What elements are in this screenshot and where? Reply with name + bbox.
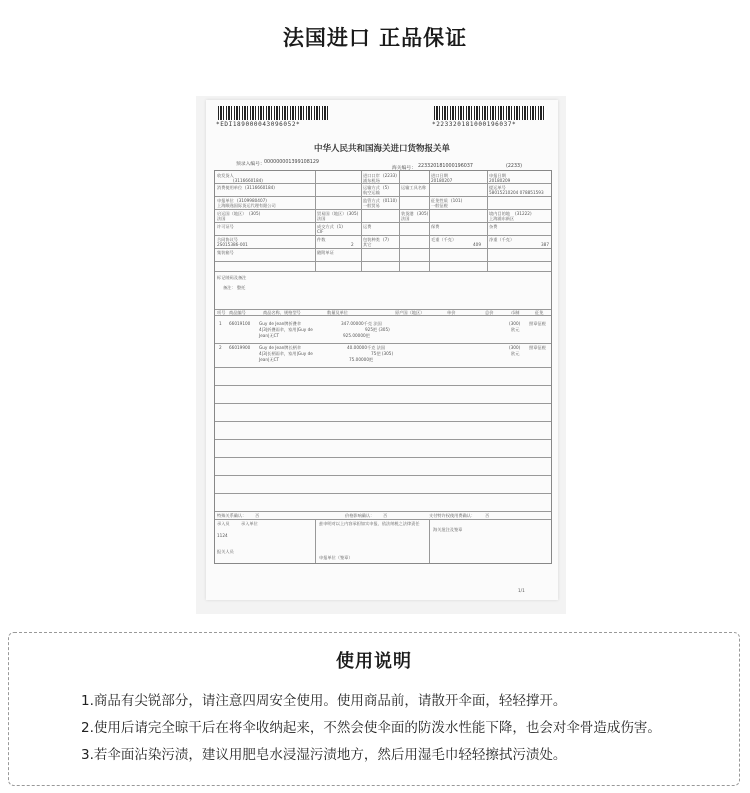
form-field-text: 海关批注及签章 xyxy=(433,527,463,532)
form-field-text: 66019100 xyxy=(229,321,251,326)
form-field-text: 支付特许权使用费确认： xyxy=(429,513,476,518)
form-field-text: 进口日期 xyxy=(431,173,448,178)
form-field-text: 商品名称、规格型号 xyxy=(263,310,301,315)
form-field-text: 价格影响确认： xyxy=(345,513,375,518)
form-field-text: 数量及单位 xyxy=(327,310,348,315)
customs-number-label: 海关编号： xyxy=(392,166,416,171)
form-field-text: 航空运输 xyxy=(363,190,380,195)
form-field-text: 装货港 xyxy=(401,211,414,216)
barcode-left xyxy=(218,106,330,120)
instruction-item: 3.若伞面沾染污渍，建议用肥皂水浸湿污渍地方，然后用湿毛巾轻轻擦拭污渍处。 xyxy=(81,747,567,763)
form-field-text: 20180207 xyxy=(431,178,453,183)
form-field-text: 75把 (305) xyxy=(371,351,394,356)
form-field-text: 净重（千克） xyxy=(489,237,515,242)
form-field-text: 录入单位 xyxy=(241,521,258,526)
form-field-text: (101) xyxy=(451,198,463,203)
form-field-text: 兹申明对以上内容承担如实申报、依法纳税之法律责任 xyxy=(319,521,420,526)
barcode-right xyxy=(434,106,546,120)
form-field-text: 2 xyxy=(219,345,222,350)
form-field-text: 法国 xyxy=(401,216,410,221)
barcode-right-text: *223320181000196037* xyxy=(432,121,517,128)
form-field-text: 许可证号 xyxy=(217,224,234,229)
customs-code: (2233) xyxy=(506,164,522,169)
form-field-text: 毛重（千克） xyxy=(431,237,457,242)
declaration-title: 中华人民共和国海关进口货物报关单 xyxy=(313,144,450,154)
form-field-text: 4|3|长柄雨伞，家用|Guy de xyxy=(259,351,313,356)
form-field-text: 387 xyxy=(541,242,549,247)
form-field-text: (2233) xyxy=(383,173,397,178)
form-field-text: 409 xyxy=(473,242,481,247)
form-field-text: 项号 xyxy=(217,310,226,315)
form-field-text: 特殊关系确认： xyxy=(217,513,247,518)
form-field-text: 集装箱号 xyxy=(217,250,234,255)
declaration-form-grid xyxy=(214,170,552,564)
form-field-text: 备注： 整托 xyxy=(223,285,246,290)
form-field-text: CIF xyxy=(317,229,324,234)
form-field-text: 启运国（地区） xyxy=(217,211,247,216)
usage-instructions xyxy=(8,632,740,786)
form-field-text: 欧元 xyxy=(511,351,520,356)
instruction-item: 1.商品有尖锐部分，请注意四周安全使用。使用商品前，请散开伞面，轻轻撑开。 xyxy=(81,693,567,709)
form-field-text: 其它 xyxy=(363,242,372,247)
form-field-text: 58015210204 078851593 xyxy=(489,190,544,195)
form-field-text: Jean|无CT xyxy=(259,333,280,338)
customs-declaration-document xyxy=(206,100,558,600)
form-field-text: 否 xyxy=(485,513,490,518)
form-field-text: 申报单位（签章） xyxy=(319,555,353,560)
form-field-text: 法国 xyxy=(317,216,326,221)
form-field-text: 欧元 xyxy=(511,327,520,332)
form-field-text: 否 xyxy=(255,513,260,518)
form-field-text: 币制 xyxy=(511,310,520,315)
form-field-text: 标记唛码及备注 xyxy=(217,275,247,280)
form-field-text: 照章征税 xyxy=(529,345,546,350)
form-field-text: (300) xyxy=(509,321,521,326)
form-field-text: 报关人员 xyxy=(217,549,234,554)
form-field-text: 法国 xyxy=(217,216,226,221)
form-field-text: 1124 xyxy=(217,533,228,538)
instruction-item: 2.使用后请完全晾干后在将伞收纳起来，不然会使伞面的防泼水性能下降，也会对伞骨造成伤害。 xyxy=(81,720,661,736)
form-field-text: 监管方式 xyxy=(363,198,380,203)
form-field-text: 否 xyxy=(383,513,388,518)
form-field-text: 消费使用单位 xyxy=(217,185,243,190)
form-field-text: Guy de Jean牌折叠伞 xyxy=(259,321,302,326)
form-field-text: 总价 xyxy=(485,310,494,315)
form-field-text: 运费 xyxy=(363,224,372,229)
pre-entry-number: 000000001399108129 xyxy=(264,160,319,165)
page-title: 法国进口 正品保证 xyxy=(282,26,468,50)
form-field-text: 收发货人 xyxy=(217,173,234,178)
form-field-text: 75.00000把 xyxy=(349,357,374,362)
barcode-left-text: *EDI189000043096052* xyxy=(216,121,301,128)
form-field-text: 20180209 xyxy=(489,178,511,183)
form-field-text: (1) xyxy=(337,224,343,229)
form-field-text: 浦东机场 xyxy=(363,178,380,183)
form-field-text: 运输方式 xyxy=(363,185,380,190)
form-field-text: 成交方式 xyxy=(317,224,334,229)
form-field-text: 申报日期 xyxy=(489,173,506,178)
form-field-text: (7) xyxy=(383,237,389,242)
form-field-text: (305) xyxy=(417,211,429,216)
form-field-text: 925.00000把 xyxy=(343,333,370,338)
form-field-text: 合同协议号 xyxy=(217,237,238,242)
form-field-text: 征免 xyxy=(535,310,544,315)
form-field-text: 征免性质 xyxy=(431,198,448,203)
pre-entry-label: 预录入编号： xyxy=(236,162,265,167)
form-field-text: 925把 (305) xyxy=(365,327,390,332)
form-field-text: 境内目的地 xyxy=(489,211,510,216)
form-field-text: 保费 xyxy=(431,224,440,229)
form-field-text: (305) xyxy=(347,211,359,216)
form-field-text: 1 xyxy=(219,321,222,326)
form-field-text: (31222) xyxy=(515,211,532,216)
form-field-text: Guy de Jean牌长柄伞 xyxy=(259,345,302,350)
form-field-text: 进口口岸 xyxy=(363,173,380,178)
form-field-text: 2S015386-001 xyxy=(217,242,248,247)
form-field-text: 随附单证 xyxy=(317,250,334,255)
form-field-text: (305) xyxy=(249,211,261,216)
form-field-text: (300) xyxy=(509,345,521,350)
form-field-text: 347.00000千克 法国 xyxy=(341,321,382,326)
form-field-text: (5) xyxy=(383,185,389,190)
form-field-text: Jean|无CT xyxy=(259,357,280,362)
form-field-text: 一般征税 xyxy=(431,203,448,208)
form-field-text: 4|3|折叠雨伞，家用|Guy de xyxy=(259,327,313,332)
form-field-text: 上海顺逸国际货运代理有限公司 xyxy=(217,203,276,208)
form-field-text: 照章征税 xyxy=(529,321,546,326)
form-field-text: 提运单号 xyxy=(489,185,506,190)
form-field-text: 单价 xyxy=(447,310,456,315)
form-field-text: 杂费 xyxy=(489,224,498,229)
form-field-text: 一般贸易 xyxy=(363,203,380,208)
form-field-text: 申报单位 xyxy=(217,198,234,203)
form-field-text: 66019900 xyxy=(229,345,251,350)
form-field-text: 贸易国（地区） xyxy=(317,211,347,216)
instructions-title: 使用说明 xyxy=(336,651,412,672)
page-number: 1/1 xyxy=(518,588,525,593)
form-field-text: 录入员 xyxy=(217,521,230,526)
form-field-text: (3116660184) xyxy=(233,178,263,183)
form-field-text: 商品编号 xyxy=(229,310,246,315)
form-field-text: (3116660184) xyxy=(245,185,275,190)
form-field-text: 原产国（地区） xyxy=(395,310,425,315)
form-field-text: 包装种类 xyxy=(363,237,380,242)
form-field-text: 40.00000千克 法国 xyxy=(347,345,386,350)
form-field-text: (0110) xyxy=(383,198,397,203)
customs-number: 223320181000196037 xyxy=(418,164,473,169)
form-field-text: 2 xyxy=(351,242,354,247)
form-field-text: 上海浦东新区 xyxy=(489,216,515,221)
form-field-text: 运输工具名称 xyxy=(401,185,427,190)
form-field-text: (3109980407) xyxy=(237,198,267,203)
form-field-text: 件数 xyxy=(317,237,326,242)
